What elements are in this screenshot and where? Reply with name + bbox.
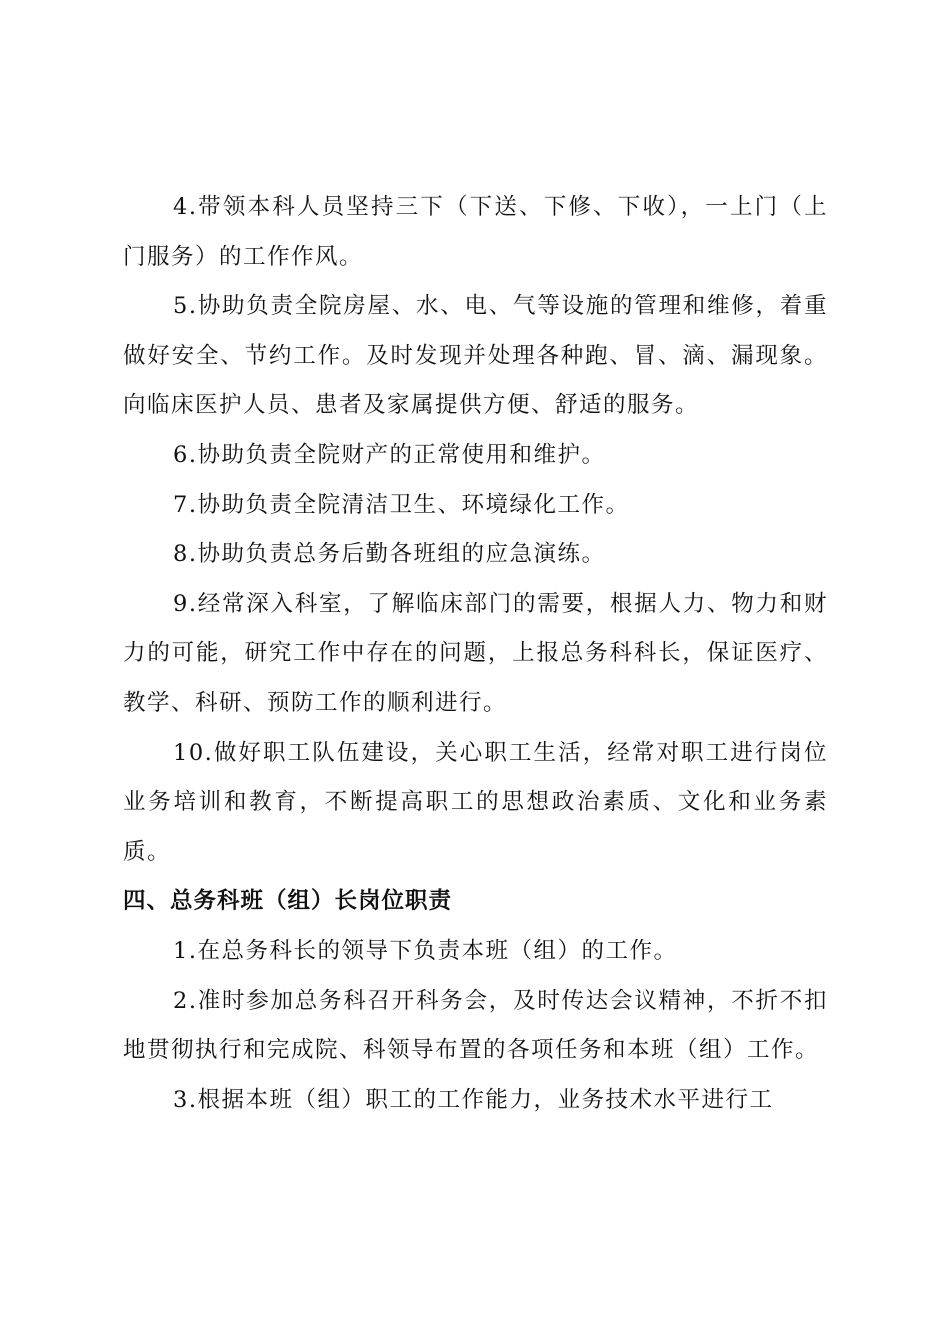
paragraph-item-9: 9.经常深入科室，了解临床部门的需要，根据人力、物力和财力的可能，研究工作中存在的问题，上报总务科科长，保证医疗、教学、科研、预防工作的顺利进行。 <box>123 590 828 716</box>
paragraph-item-8: 8.协助负责总务后勤各班组的应急演练。 <box>173 541 606 568</box>
section-paragraph-1: 1.在总务科长的领导下负责本班（组）的工作。 <box>173 937 678 964</box>
section-paragraph-3: 3.根据本班（组）职工的工作能力，业务技术水平进行工 <box>173 1086 774 1113</box>
paragraph-item-10: 10.做好职工队伍建设，关心职工生活，经常对职工进行岗位业务培训和教育，不断提高职工的思想政治素质、文化和业务素质。 <box>123 739 828 865</box>
paragraph-item-6: 6.协助负责全院财产的正常使用和维护。 <box>173 441 606 468</box>
section-heading: 四、总务科班（组）长岗位职责 <box>123 888 453 915</box>
paragraph-item-5: 5.协助负责全院房屋、水、电、气等设施的管理和维修，着重做好安全、节约工作。及时发现并处理各种跑、冒、滴、漏现象。向临床医护人员、患者及家属提供方便、舒适的服务。 <box>123 293 828 419</box>
section-paragraph-2: 2.准时参加总务科召开科务会，及时传达会议精神，不折不扣地贯彻执行和完成院、科领导布置的各项任务和本班（组）工作。 <box>123 987 828 1064</box>
paragraph-item-4: 4.带领本科人员坚持三下（下送、下修、下收），一上门（上门服务）的工作作风。 <box>123 194 828 270</box>
paragraph-item-7: 7.协助负责全院清洁卫生、环境绿化工作。 <box>173 491 630 518</box>
document-body <box>123 183 828 1125</box>
